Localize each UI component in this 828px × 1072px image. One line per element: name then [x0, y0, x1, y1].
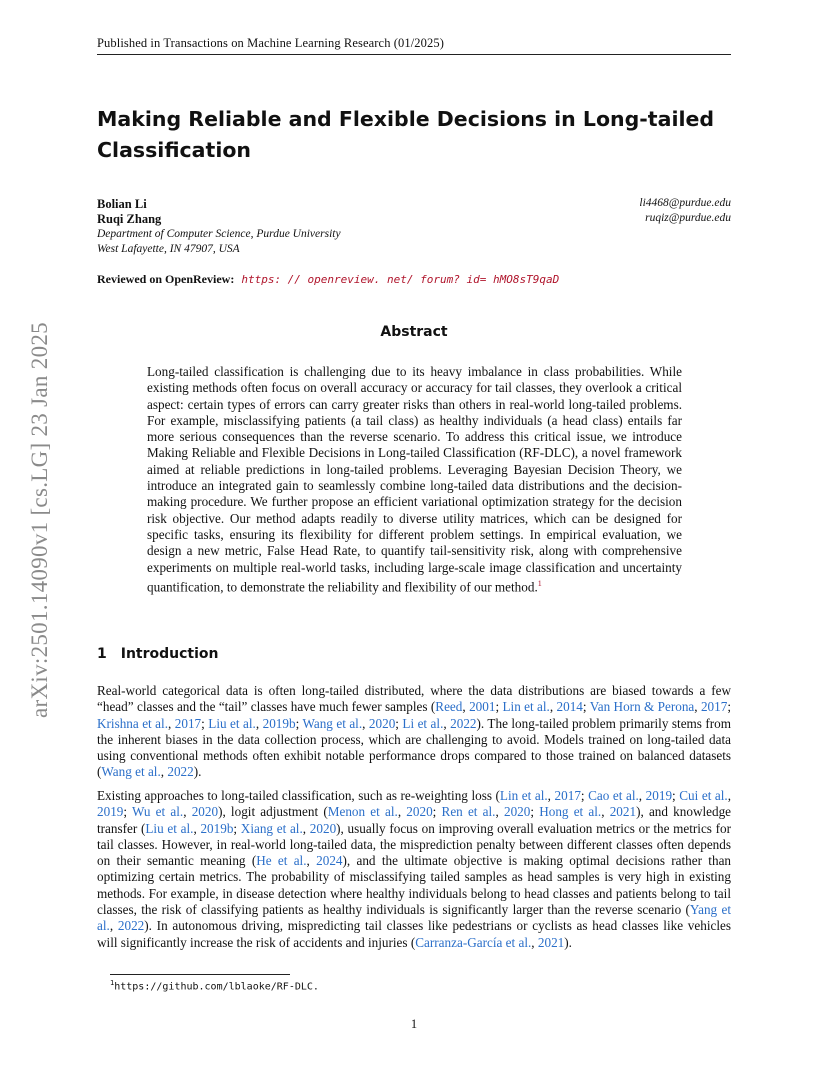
review-label: Reviewed on OpenReview:: [97, 272, 235, 286]
paragraph-text: ,: [168, 715, 175, 731]
paragraph-text: ,: [306, 853, 317, 869]
citation-link[interactable]: 2019b: [262, 715, 296, 731]
citation-link[interactable]: Liu et al.: [145, 820, 194, 836]
paragraph-text: ,: [601, 804, 610, 820]
paragraph-text: ).: [193, 764, 202, 780]
paragraph-text: ,: [302, 820, 310, 836]
paragraph-text: ,: [638, 788, 646, 803]
paragraph-text: ;: [727, 699, 731, 715]
paragraph-text: ,: [694, 699, 701, 715]
citation-link[interactable]: Hong et al.: [539, 804, 602, 820]
paragraph-text: ;: [123, 804, 132, 820]
citation-link[interactable]: 2017: [174, 715, 202, 731]
citation-link[interactable]: 2020: [309, 820, 337, 836]
paragraph-text: ,: [495, 804, 504, 820]
page-number: 1: [410, 1017, 418, 1031]
paragraph-text: ,: [462, 699, 470, 715]
citation-link[interactable]: 2020: [503, 804, 531, 820]
paragraph-text: ). The long-tailed problem primarily stems from the inherent biases in the data collection process, which are challenging to avoid. Models trained on long-tailed data using conventional methods often exhibit notable performance drops compared to those trained on balanced datasets (: [97, 715, 732, 780]
paragraph-text: ;: [530, 804, 540, 820]
citation-link[interactable]: 2022: [450, 715, 477, 731]
citation-link[interactable]: 2021: [609, 804, 637, 820]
citation-link[interactable]: Reed: [435, 699, 463, 715]
paragraph-text: ;: [295, 715, 303, 731]
citation-link[interactable]: Yang et al.: [97, 902, 731, 934]
paragraph-text: ,: [531, 934, 538, 950]
affiliation-line: West Lafayette, IN 47907, USA: [97, 243, 240, 255]
abstract-text: Long-tailed classification is challenging due to its heavy imbalance in class probabilities. While existing methods often focus on overall accuracy or accuracy for tail classes, they overlook a critical aspect: certain types of errors can carry greater risks than others in real-world long-tailed problems. For example, misclassifying patients (a tail class) as healthy individuals (a head class) entails far more serious consequences than the reverse scenario. To address this critical issue, we introduce Making Reliable and Flexible Decisions in Long-tailed Classification (RF-DLC), a novel framework aimed at reliable predictions in long-tailed problems. Leveraging Bayesian Decision Theory, we introduce an integrated gain to seamlessly combine long-tailed data distributions and the decision-making procedure. We further propose an efficient variational optimization strategy for the decision risk objective. Our method adapts readily to diverse utility matrices, which can be designed for specific tasks, ensuring its flexibility for different problem settings. In empirical evaluation, we design a new metric, False Head Rate, to quantify tail-sensitivity risk, along with comprehensive experiments on multiple real-world tasks, including large-scale image classification and uncertainty quantification, to demonstrate the reliability and flexibility of our method.: [147, 364, 682, 595]
paragraph-text: ;: [201, 715, 209, 731]
citation-link[interactable]: Wang et al.: [302, 715, 363, 731]
footnote-link[interactable]: https://github.com/lblaoke/RF-DLC.: [114, 981, 319, 993]
citation-link[interactable]: Xiang et al.: [240, 820, 303, 836]
paragraph-text: Existing approaches to long-tailed classification, such as re-weighting loss (: [97, 788, 500, 803]
paragraph-text: ,: [727, 788, 732, 803]
paragraph-text: ,: [109, 918, 118, 934]
citation-link[interactable]: Van Horn & Perona: [589, 699, 695, 715]
affiliation-line: Department of Computer Science, Purdue University: [97, 228, 341, 240]
citation-link[interactable]: Cui et al.: [679, 788, 728, 803]
citation-link[interactable]: 2019: [645, 788, 673, 803]
citation-link[interactable]: Wang et al.: [101, 764, 161, 780]
citation-link[interactable]: Menon et al.: [327, 804, 398, 820]
paragraph-text: ), and the ultimate objective is making optimal decisions rather than optimizing certain metrics. The probability of misclassifying tailed samples as head samples is very high in existing methods. For example, in disease detection where healthy individuals belong to head classes and patients belong to tail classes, the risk of classifying patients as healthy individuals is significantly larger than the reverse scenario (: [97, 853, 732, 918]
review-line: [97, 272, 559, 287]
paragraph-text: ,: [549, 699, 557, 715]
openreview-link[interactable]: https: // openreview. net/ forum? id= hMO8sT9qaD: [241, 273, 560, 286]
citation-link[interactable]: Cao et al.: [588, 788, 639, 803]
author-email[interactable]: li4468@purdue.edu: [639, 197, 731, 209]
citation-link[interactable]: Carranza-García et al.: [415, 934, 532, 950]
section-title: Introduction: [120, 646, 219, 662]
header-rule: [97, 54, 731, 55]
paragraph-text: ;: [432, 804, 442, 820]
citation-link[interactable]: Lin et al.: [499, 788, 548, 803]
footnote: [110, 979, 319, 992]
citation-link[interactable]: 2020: [191, 804, 219, 820]
citation-link[interactable]: 2019b: [200, 820, 234, 836]
paragraph-text: ;: [395, 715, 403, 731]
paragraph-text: ;: [495, 699, 503, 715]
intro-paragraph-1: [97, 683, 731, 781]
paragraph-text: ;: [580, 788, 589, 803]
paragraph-text: ;: [672, 788, 680, 803]
citation-link[interactable]: 2017: [554, 788, 581, 803]
footnote-number: 1: [110, 979, 115, 987]
author-name: Ruqi Zhang: [97, 212, 162, 226]
abstract-heading: Abstract: [380, 324, 448, 340]
paragraph-text: ).: [564, 934, 572, 950]
arxiv-identifier[interactable]: arXiv:2501.14090v1 [cs.LG] 23 Jan 2025: [27, 322, 52, 718]
paragraph-text: ,: [547, 788, 555, 803]
intro-paragraph-2: [97, 788, 731, 951]
paragraph-text: ;: [233, 820, 241, 836]
citation-link[interactable]: 2024: [316, 853, 343, 869]
citation-link[interactable]: 2014: [556, 699, 583, 715]
paragraph-text: Real-world categorical data is often long-tailed distributed, where the data distributions are biased towards a few “head” classes and the “tail” classes have much fewer samples (: [97, 683, 731, 715]
abstract-body: [147, 364, 682, 596]
paragraph-text: ,: [193, 820, 201, 836]
paragraph-text: ), usually focus on improving overall evaluation metrics or the metrics for tail classes. However, in real-world long-tailed data, the misprediction penalty between different classes often depends on their semantic meaning (: [97, 820, 732, 869]
citation-link[interactable]: 2021: [537, 934, 565, 950]
footnote-marker[interactable]: 1: [537, 578, 542, 588]
citation-link[interactable]: Lin et al.: [502, 699, 550, 715]
paragraph-text: ,: [443, 715, 451, 731]
citation-link[interactable]: 2022: [167, 764, 194, 780]
citation-link[interactable]: 2020: [368, 715, 396, 731]
paragraph-text: ,: [362, 715, 369, 731]
citation-link[interactable]: 2019: [97, 804, 124, 820]
paper-title: Making Reliable and Flexible Decisions in Long-tailed Classification: [97, 107, 715, 162]
footnote-rule: [110, 974, 290, 975]
citation-link[interactable]: 2020: [406, 804, 433, 820]
paragraph-text: ,: [255, 715, 263, 731]
citation-link[interactable]: He et al.: [256, 853, 307, 869]
paragraph-text: ,: [183, 804, 192, 820]
paragraph-text: ,: [160, 764, 168, 780]
citation-link[interactable]: Li et al.: [402, 715, 444, 731]
author-email[interactable]: ruqiz@purdue.edu: [645, 212, 731, 224]
section-number: 1: [97, 646, 107, 662]
citation-link[interactable]: 2001: [469, 699, 496, 715]
author-name: Bolian Li: [97, 197, 147, 211]
section-heading: [97, 646, 219, 662]
citation-link[interactable]: Ren et al.: [441, 804, 496, 820]
paragraph-text: ;: [582, 699, 590, 715]
journal-header: Published in Transactions on Machine Learning Research (01/2025): [97, 36, 444, 50]
citation-link[interactable]: Wu et al.: [131, 804, 184, 820]
paragraph-text: ), and knowledge transfer (: [97, 804, 732, 836]
paragraph-text: ), logit adjustment (: [218, 804, 328, 820]
citation-link[interactable]: 2022: [117, 918, 145, 934]
citation-link[interactable]: Liu et al.: [208, 715, 256, 731]
citation-link[interactable]: Krishna et al.: [97, 715, 168, 731]
citation-link[interactable]: 2017: [700, 699, 728, 715]
paragraph-text: ,: [397, 804, 407, 820]
paragraph-text: ). In autonomous driving, mispredicting tail classes like pedestrians or cyclists as head classes like vehicles will significantly increase the risk of accidents and injuries (: [97, 918, 732, 950]
